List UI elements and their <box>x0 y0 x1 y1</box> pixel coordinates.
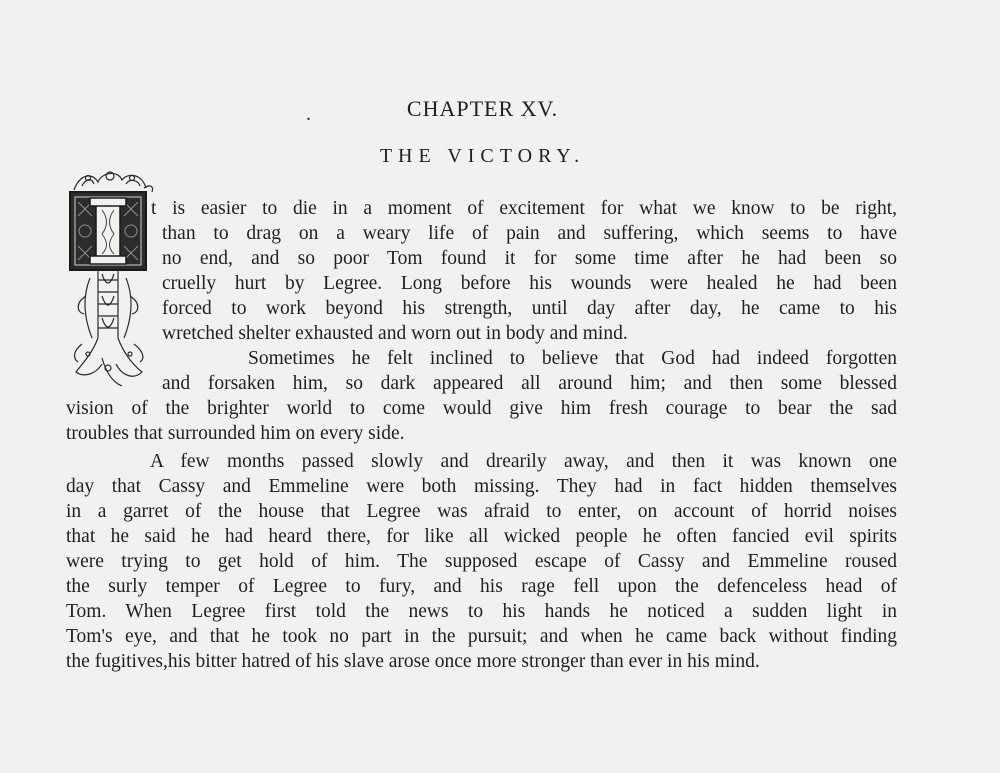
paragraph-line: t is easier to die in a moment of excitement for what we know to be right, <box>151 198 897 219</box>
chapter-title: THE VICTORY. <box>379 145 586 167</box>
paragraph-line: Sometimes he felt inclined to believe that God had indeed forgotten <box>248 348 897 369</box>
paragraph-line: and forsaken him, so dark appeared all around him; and then some blessed <box>162 373 897 394</box>
paragraph-line: than to drag on a weary life of pain and suffering, which seems to have <box>162 223 897 244</box>
paragraph-line: no end, and so poor Tom found it for some time after he had been so <box>162 248 897 269</box>
paragraph-line: the fugitives,his bitter hatred of his slave arose once more stronger than ever in his mind. <box>66 651 760 672</box>
paragraph-line: the surly temper of Legree to fury, and his rage fell upon the defenceless head of <box>66 576 897 597</box>
paragraph-line: A few months passed slowly and drearily away, and then it was known one <box>150 451 897 472</box>
paragraph-line: in a garret of the house that Legree was afraid to enter, on account of horrid noises <box>66 501 897 522</box>
paragraph-line: that he said he had heard there, for like all wicked people he often fancied evil spirits <box>66 526 897 547</box>
paragraph-line: Tom's eye, and that he took no part in the pursuit; and when he came back without finding <box>66 626 897 647</box>
paragraph-line: cruelly hurt by Legree. Long before his wounds were healed he had been <box>162 273 897 294</box>
ornamental-initial-icon <box>62 168 158 390</box>
paragraph-line: day that Cassy and Emmeline were both missing. They had in fact hidden themselves <box>66 476 897 497</box>
paragraph-line: troubles that surrounded him on every side. <box>66 423 405 444</box>
paragraph-line: forced to work beyond his strength, until day after day, he came to his <box>162 298 897 319</box>
chapter-heading: CHAPTER XV. <box>406 96 559 121</box>
stray-mark: . <box>306 103 311 125</box>
paragraph-line: Tom. When Legree first told the news to his hands he noticed a sudden light in <box>66 601 897 622</box>
paragraph-line: vision of the brighter world to come would give him fresh courage to bear the sad <box>66 398 897 419</box>
paragraph-line: wretched shelter exhausted and worn out in body and mind. <box>162 323 628 344</box>
paragraph-line: were trying to get hold of him. The supposed escape of Cassy and Emmeline roused <box>66 551 897 572</box>
